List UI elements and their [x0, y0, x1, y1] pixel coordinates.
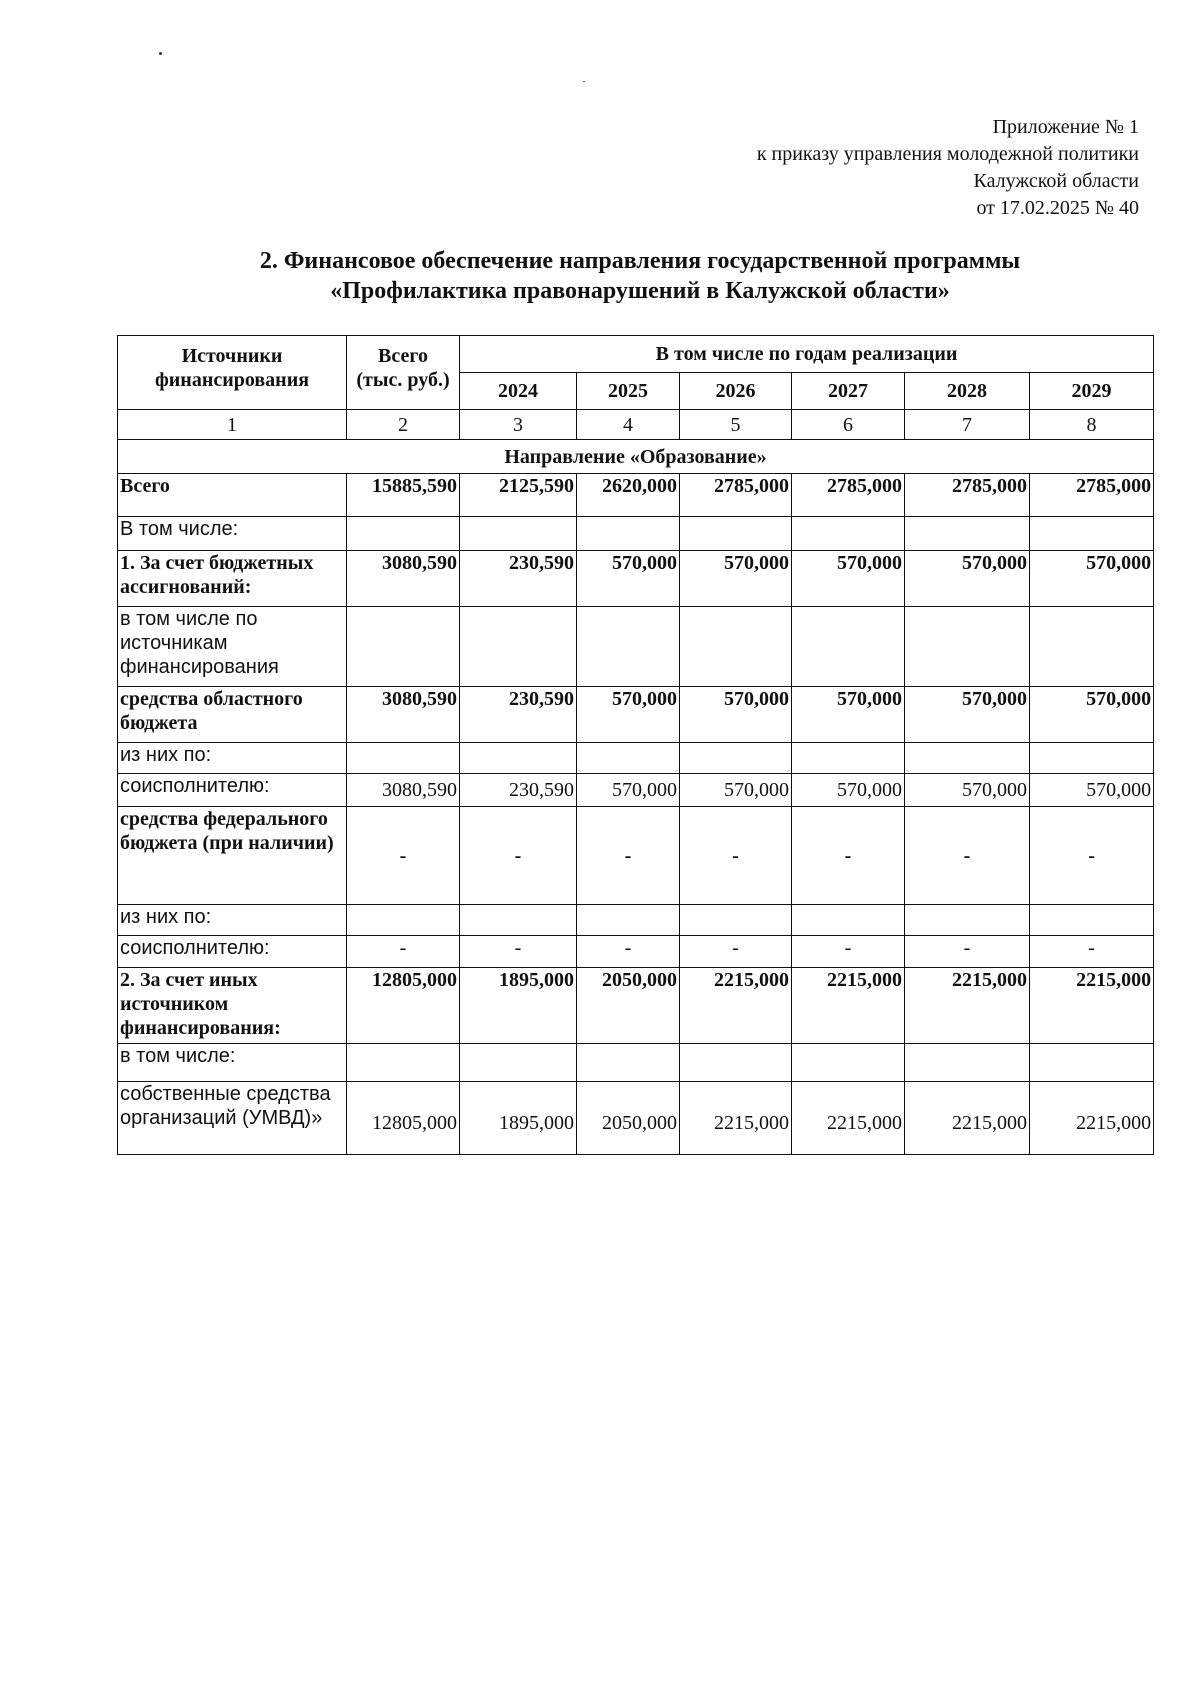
header-text: Источники [181, 345, 283, 367]
value-cell [347, 1044, 460, 1082]
header-row [118, 336, 1154, 373]
table-row [118, 607, 1154, 687]
value-cell [460, 743, 577, 774]
value-cell [1030, 607, 1154, 687]
value-cell: 570,000 [792, 774, 905, 807]
value-cell: - [792, 807, 905, 905]
section-title: Направление «Образование» [118, 440, 1154, 474]
table-row [118, 936, 1154, 968]
value-cell: 2215,000 [680, 1082, 792, 1155]
value-cell [460, 1044, 577, 1082]
value-cell: 570,000 [1030, 687, 1154, 743]
value-cell [577, 607, 680, 687]
value-cell [460, 517, 577, 551]
value-cell: - [905, 807, 1030, 905]
value-cell: 2050,000 [577, 968, 680, 1044]
value-cell: - [347, 936, 460, 968]
value-cell [1030, 743, 1154, 774]
scan-speck [583, 81, 585, 82]
value-cell: 230,590 [460, 687, 577, 743]
appendix-reference [757, 114, 1139, 222]
value-cell [792, 517, 905, 551]
value-cell: - [460, 807, 577, 905]
value-cell [347, 743, 460, 774]
value-cell [905, 743, 1030, 774]
value-cell [460, 607, 577, 687]
total-header [347, 336, 460, 410]
value-cell: - [680, 807, 792, 905]
value-cell: - [460, 936, 577, 968]
column-number: 5 [680, 410, 792, 440]
value-cell: - [577, 936, 680, 968]
year-header: 2027 [792, 373, 905, 410]
header-text: (тыс. руб.) [356, 369, 450, 391]
value-cell: - [680, 936, 792, 968]
row-label: средства областного бюджета [118, 687, 347, 743]
value-cell: 570,000 [680, 687, 792, 743]
value-cell: 570,000 [792, 687, 905, 743]
value-cell [792, 1044, 905, 1082]
value-cell: - [905, 936, 1030, 968]
table-row [118, 743, 1154, 774]
year-header: 2025 [577, 373, 680, 410]
value-cell: 230,590 [460, 551, 577, 607]
year-header: 2024 [460, 373, 577, 410]
document-title [120, 246, 1160, 306]
column-number: 3 [460, 410, 577, 440]
scan-speck [159, 52, 162, 55]
value-cell [1030, 1044, 1154, 1082]
value-cell [905, 517, 1030, 551]
value-cell [577, 517, 680, 551]
value-cell: 570,000 [792, 551, 905, 607]
value-cell: 2215,000 [905, 968, 1030, 1044]
value-cell [347, 517, 460, 551]
column-number: 8 [1030, 410, 1154, 440]
value-cell: 3080,590 [347, 551, 460, 607]
value-cell: 570,000 [1030, 551, 1154, 607]
title-line: «Профилактика правонарушений в Калужской области» [330, 278, 950, 304]
header-text: финансирования [154, 369, 310, 391]
table-row [118, 517, 1154, 551]
value-cell [1030, 517, 1154, 551]
value-cell: 570,000 [1030, 774, 1154, 807]
value-cell [792, 743, 905, 774]
value-cell: - [577, 807, 680, 905]
value-cell [680, 1044, 792, 1082]
value-cell [680, 517, 792, 551]
table-row [118, 551, 1154, 607]
value-cell: 2215,000 [792, 968, 905, 1044]
column-number: 2 [347, 410, 460, 440]
row-label: собственные средства организаций (УМВД)» [118, 1082, 347, 1155]
table-row [118, 905, 1154, 936]
row-label: в том числе по источникам финансирования [118, 607, 347, 687]
value-cell: 1895,000 [460, 968, 577, 1044]
by-years-header: В том числе по годам реализации [460, 336, 1154, 373]
table-row [118, 807, 1154, 905]
section-row [118, 440, 1154, 474]
row-label: 2. За счет иных источником финансирования: [118, 968, 347, 1044]
value-cell: 2620,000 [577, 474, 680, 517]
value-cell: 2785,000 [792, 474, 905, 517]
value-cell: 570,000 [577, 687, 680, 743]
value-cell: 570,000 [680, 774, 792, 807]
column-numbers-row [118, 410, 1154, 440]
value-cell: 2785,000 [1030, 474, 1154, 517]
column-number: 1 [118, 410, 347, 440]
table-row [118, 1044, 1154, 1082]
value-cell: 15885,590 [347, 474, 460, 517]
value-cell: 2785,000 [680, 474, 792, 517]
table-row [118, 1082, 1154, 1155]
value-cell: - [347, 807, 460, 905]
value-cell [905, 607, 1030, 687]
value-cell: 2215,000 [1030, 1082, 1154, 1155]
value-cell: 2785,000 [905, 474, 1030, 517]
value-cell: 2215,000 [792, 1082, 905, 1155]
column-number: 6 [792, 410, 905, 440]
row-label: 1. За счет бюджетных ассигнований: [118, 551, 347, 607]
title-line: 2. Финансовое обеспечение направления государственной программы [259, 248, 1021, 274]
value-cell: 12805,000 [347, 1082, 460, 1155]
appendix-line: Приложение № 1 [992, 116, 1139, 138]
value-cell: 3080,590 [347, 774, 460, 807]
value-cell: 570,000 [905, 687, 1030, 743]
value-cell [680, 905, 792, 936]
year-header: 2029 [1030, 373, 1154, 410]
value-cell: 2215,000 [680, 968, 792, 1044]
row-label: из них по: [118, 905, 347, 936]
value-cell [347, 607, 460, 687]
appendix-line: Калужской области [973, 170, 1139, 192]
value-cell: 230,590 [460, 774, 577, 807]
value-cell [1030, 905, 1154, 936]
year-header: 2026 [680, 373, 792, 410]
table-row [118, 687, 1154, 743]
value-cell [460, 905, 577, 936]
value-cell [680, 607, 792, 687]
table-row [118, 774, 1154, 807]
value-cell [792, 607, 905, 687]
year-header: 2028 [905, 373, 1030, 410]
value-cell: - [1030, 936, 1154, 968]
table-body [118, 410, 1154, 1155]
row-label: из них по: [118, 743, 347, 774]
table-row [118, 474, 1154, 517]
row-label: средства федерального бюджета (при наличии) [118, 807, 347, 905]
value-cell [347, 905, 460, 936]
value-cell: 2215,000 [905, 1082, 1030, 1155]
value-cell: 1895,000 [460, 1082, 577, 1155]
row-label: В том числе: [118, 517, 347, 551]
header-text: Всего [378, 345, 428, 367]
value-cell [680, 743, 792, 774]
financing-table [117, 335, 1154, 1155]
value-cell: - [792, 936, 905, 968]
column-number: 7 [905, 410, 1030, 440]
sources-header [118, 336, 347, 410]
value-cell: 570,000 [905, 551, 1030, 607]
value-cell [577, 743, 680, 774]
value-cell: 12805,000 [347, 968, 460, 1044]
value-cell: 2125,590 [460, 474, 577, 517]
appendix-line: к приказу управления молодежной политики [756, 143, 1139, 165]
value-cell [792, 905, 905, 936]
row-label: соисполнителю: [118, 936, 347, 968]
row-label: соисполнителю: [118, 774, 347, 807]
value-cell: 3080,590 [347, 687, 460, 743]
appendix-line: от 17.02.2025 № 40 [976, 197, 1139, 219]
value-cell: 2050,000 [577, 1082, 680, 1155]
value-cell: - [1030, 807, 1154, 905]
value-cell: 570,000 [905, 774, 1030, 807]
value-cell [577, 1044, 680, 1082]
value-cell: 570,000 [577, 551, 680, 607]
value-cell: 2215,000 [1030, 968, 1154, 1044]
value-cell [905, 1044, 1030, 1082]
value-cell: 570,000 [577, 774, 680, 807]
row-label: в том числе: [118, 1044, 347, 1082]
value-cell [577, 905, 680, 936]
row-label: Всего [118, 474, 347, 517]
column-number: 4 [577, 410, 680, 440]
value-cell [905, 905, 1030, 936]
table-row [118, 968, 1154, 1044]
value-cell: 570,000 [680, 551, 792, 607]
